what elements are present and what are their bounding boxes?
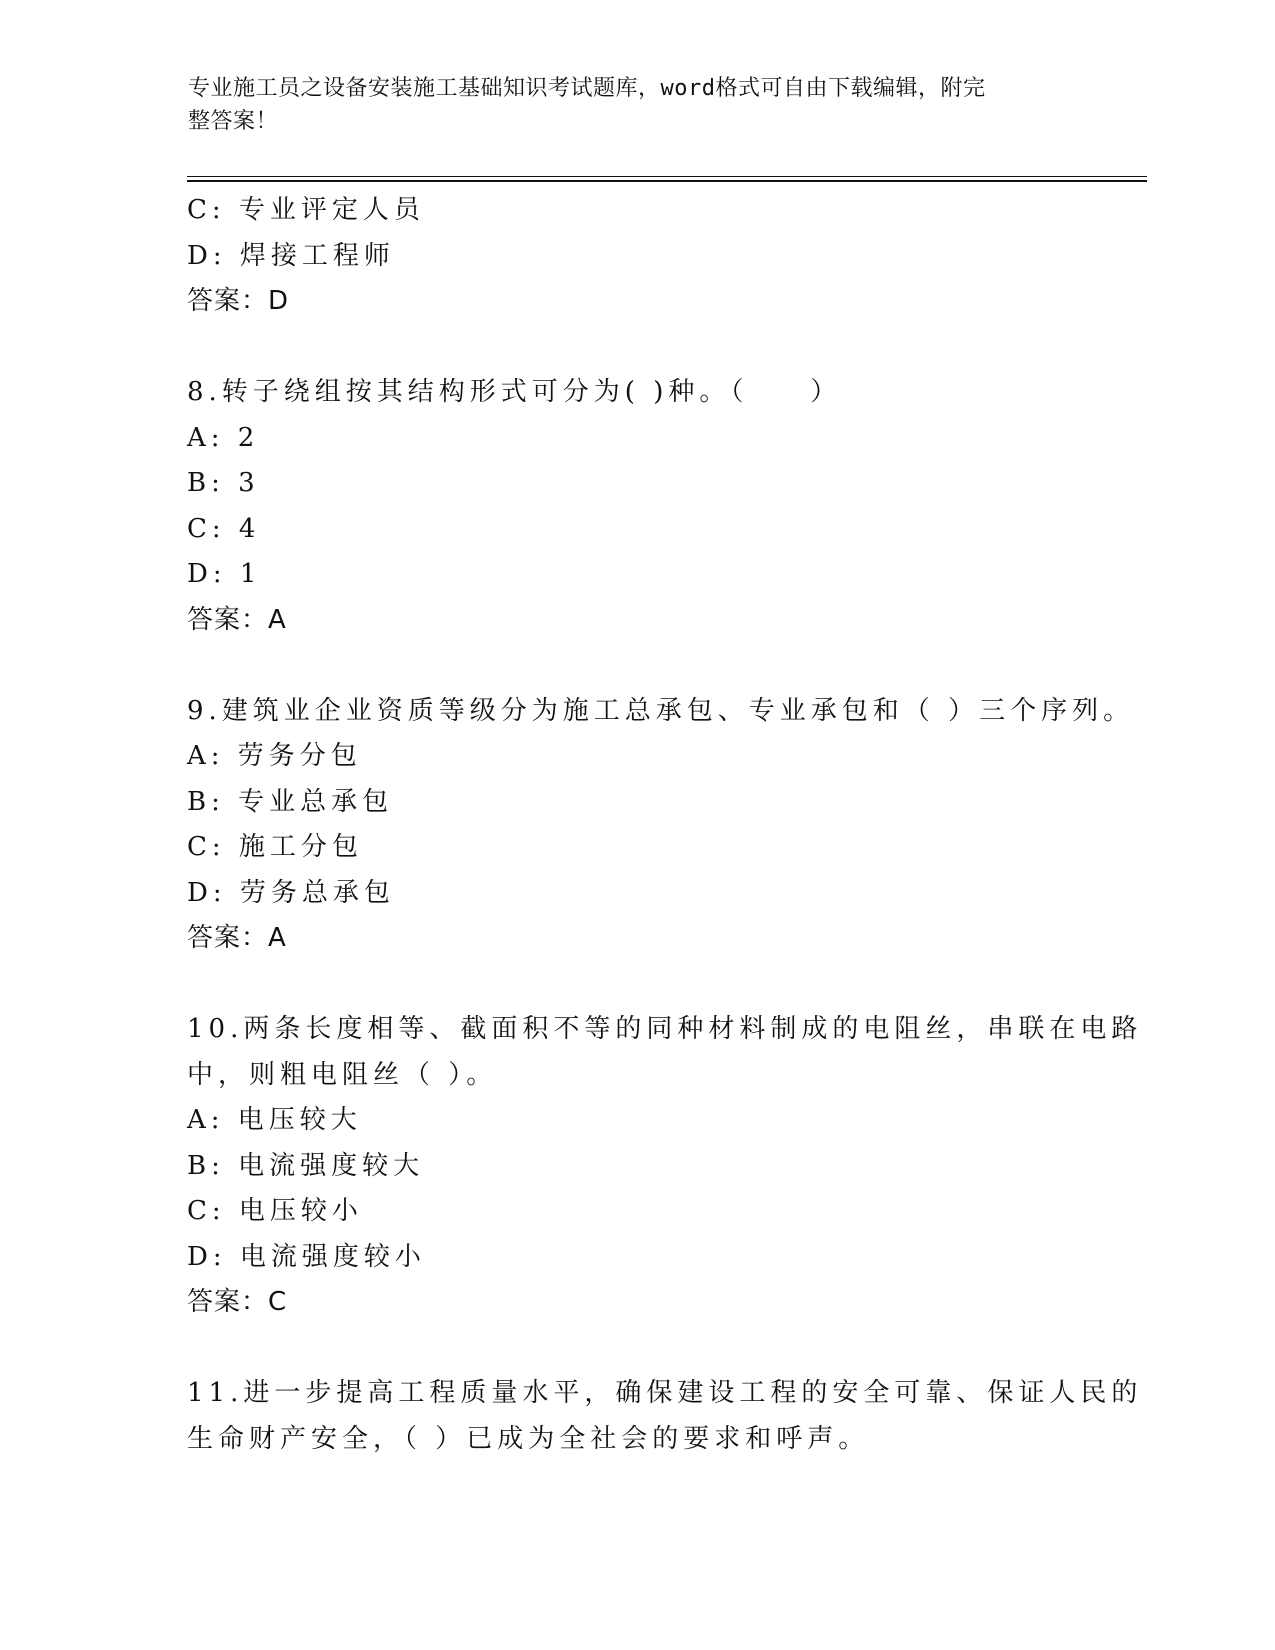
- question-8-block: [187, 370, 1087, 643]
- option-c: C: 4: [187, 513, 261, 544]
- option-d: D: 焊接工程师: [187, 240, 395, 271]
- option-c: C: 专业评定人员: [187, 195, 425, 225]
- option-c: C: 施工分包: [187, 832, 363, 862]
- option-c: C: 电压较小: [187, 1196, 363, 1226]
- header-line-2: 整答案！: [188, 109, 279, 134]
- option-b: B: 3: [187, 468, 260, 498]
- question-11-block: [187, 1371, 1143, 1462]
- question-text-line-1: 11.进一步提高工程质量水平，确保建设工程的安全可靠、保证人民的: [187, 1378, 1143, 1408]
- answer-line: 答案：A: [187, 923, 287, 953]
- question-text: 9.建筑业企业资质等级分为施工总承包、专业承包和（ ）三个序列。: [187, 695, 1135, 726]
- document-header: [188, 72, 1068, 138]
- previous-question-block: [187, 188, 1087, 325]
- spacer: [187, 325, 1087, 371]
- answer-line: 答案：C: [187, 1287, 288, 1317]
- header-divider-thin: [187, 176, 1147, 177]
- option-a: A: 2: [187, 422, 260, 453]
- question-text: 8.转子绕组按其结构形式可分为( )种。（ ）: [187, 377, 842, 407]
- option-a: A: 劳务分包: [187, 741, 362, 771]
- option-d: D: 劳务总承包: [187, 877, 395, 908]
- question-10-block: [187, 1007, 1143, 1326]
- question-text-line-2: 中，则粗电阻丝（ ）。: [187, 1059, 498, 1090]
- question-text-line-1: 10.两条长度相等、截面积不等的同种材料制成的电阻丝，串联在电路: [187, 1014, 1143, 1044]
- header-line-1: 专业施工员之设备安装施工基础知识考试题库，word格式可自由下载编辑，附完: [188, 76, 986, 101]
- option-a: A: 电压较大: [187, 1105, 362, 1135]
- option-d: D: 电流强度较小: [187, 1241, 426, 1272]
- header-divider-thick: [187, 180, 1147, 182]
- document-body: [187, 188, 1143, 1462]
- spacer: [187, 1326, 1087, 1372]
- answer-line: 答案：D: [187, 286, 290, 316]
- option-b: B: 电流强度较大: [187, 1150, 425, 1181]
- answer-line: 答案：A: [187, 604, 287, 635]
- spacer: [187, 962, 1087, 1008]
- spacer: [187, 643, 1087, 689]
- option-d: D: 1: [187, 559, 262, 589]
- option-b: B: 专业总承包: [187, 786, 394, 817]
- question-9-block: [187, 689, 1135, 962]
- question-text-line-2: 生命财产安全，（ ）已成为全社会的要求和呼声。: [187, 1423, 870, 1454]
